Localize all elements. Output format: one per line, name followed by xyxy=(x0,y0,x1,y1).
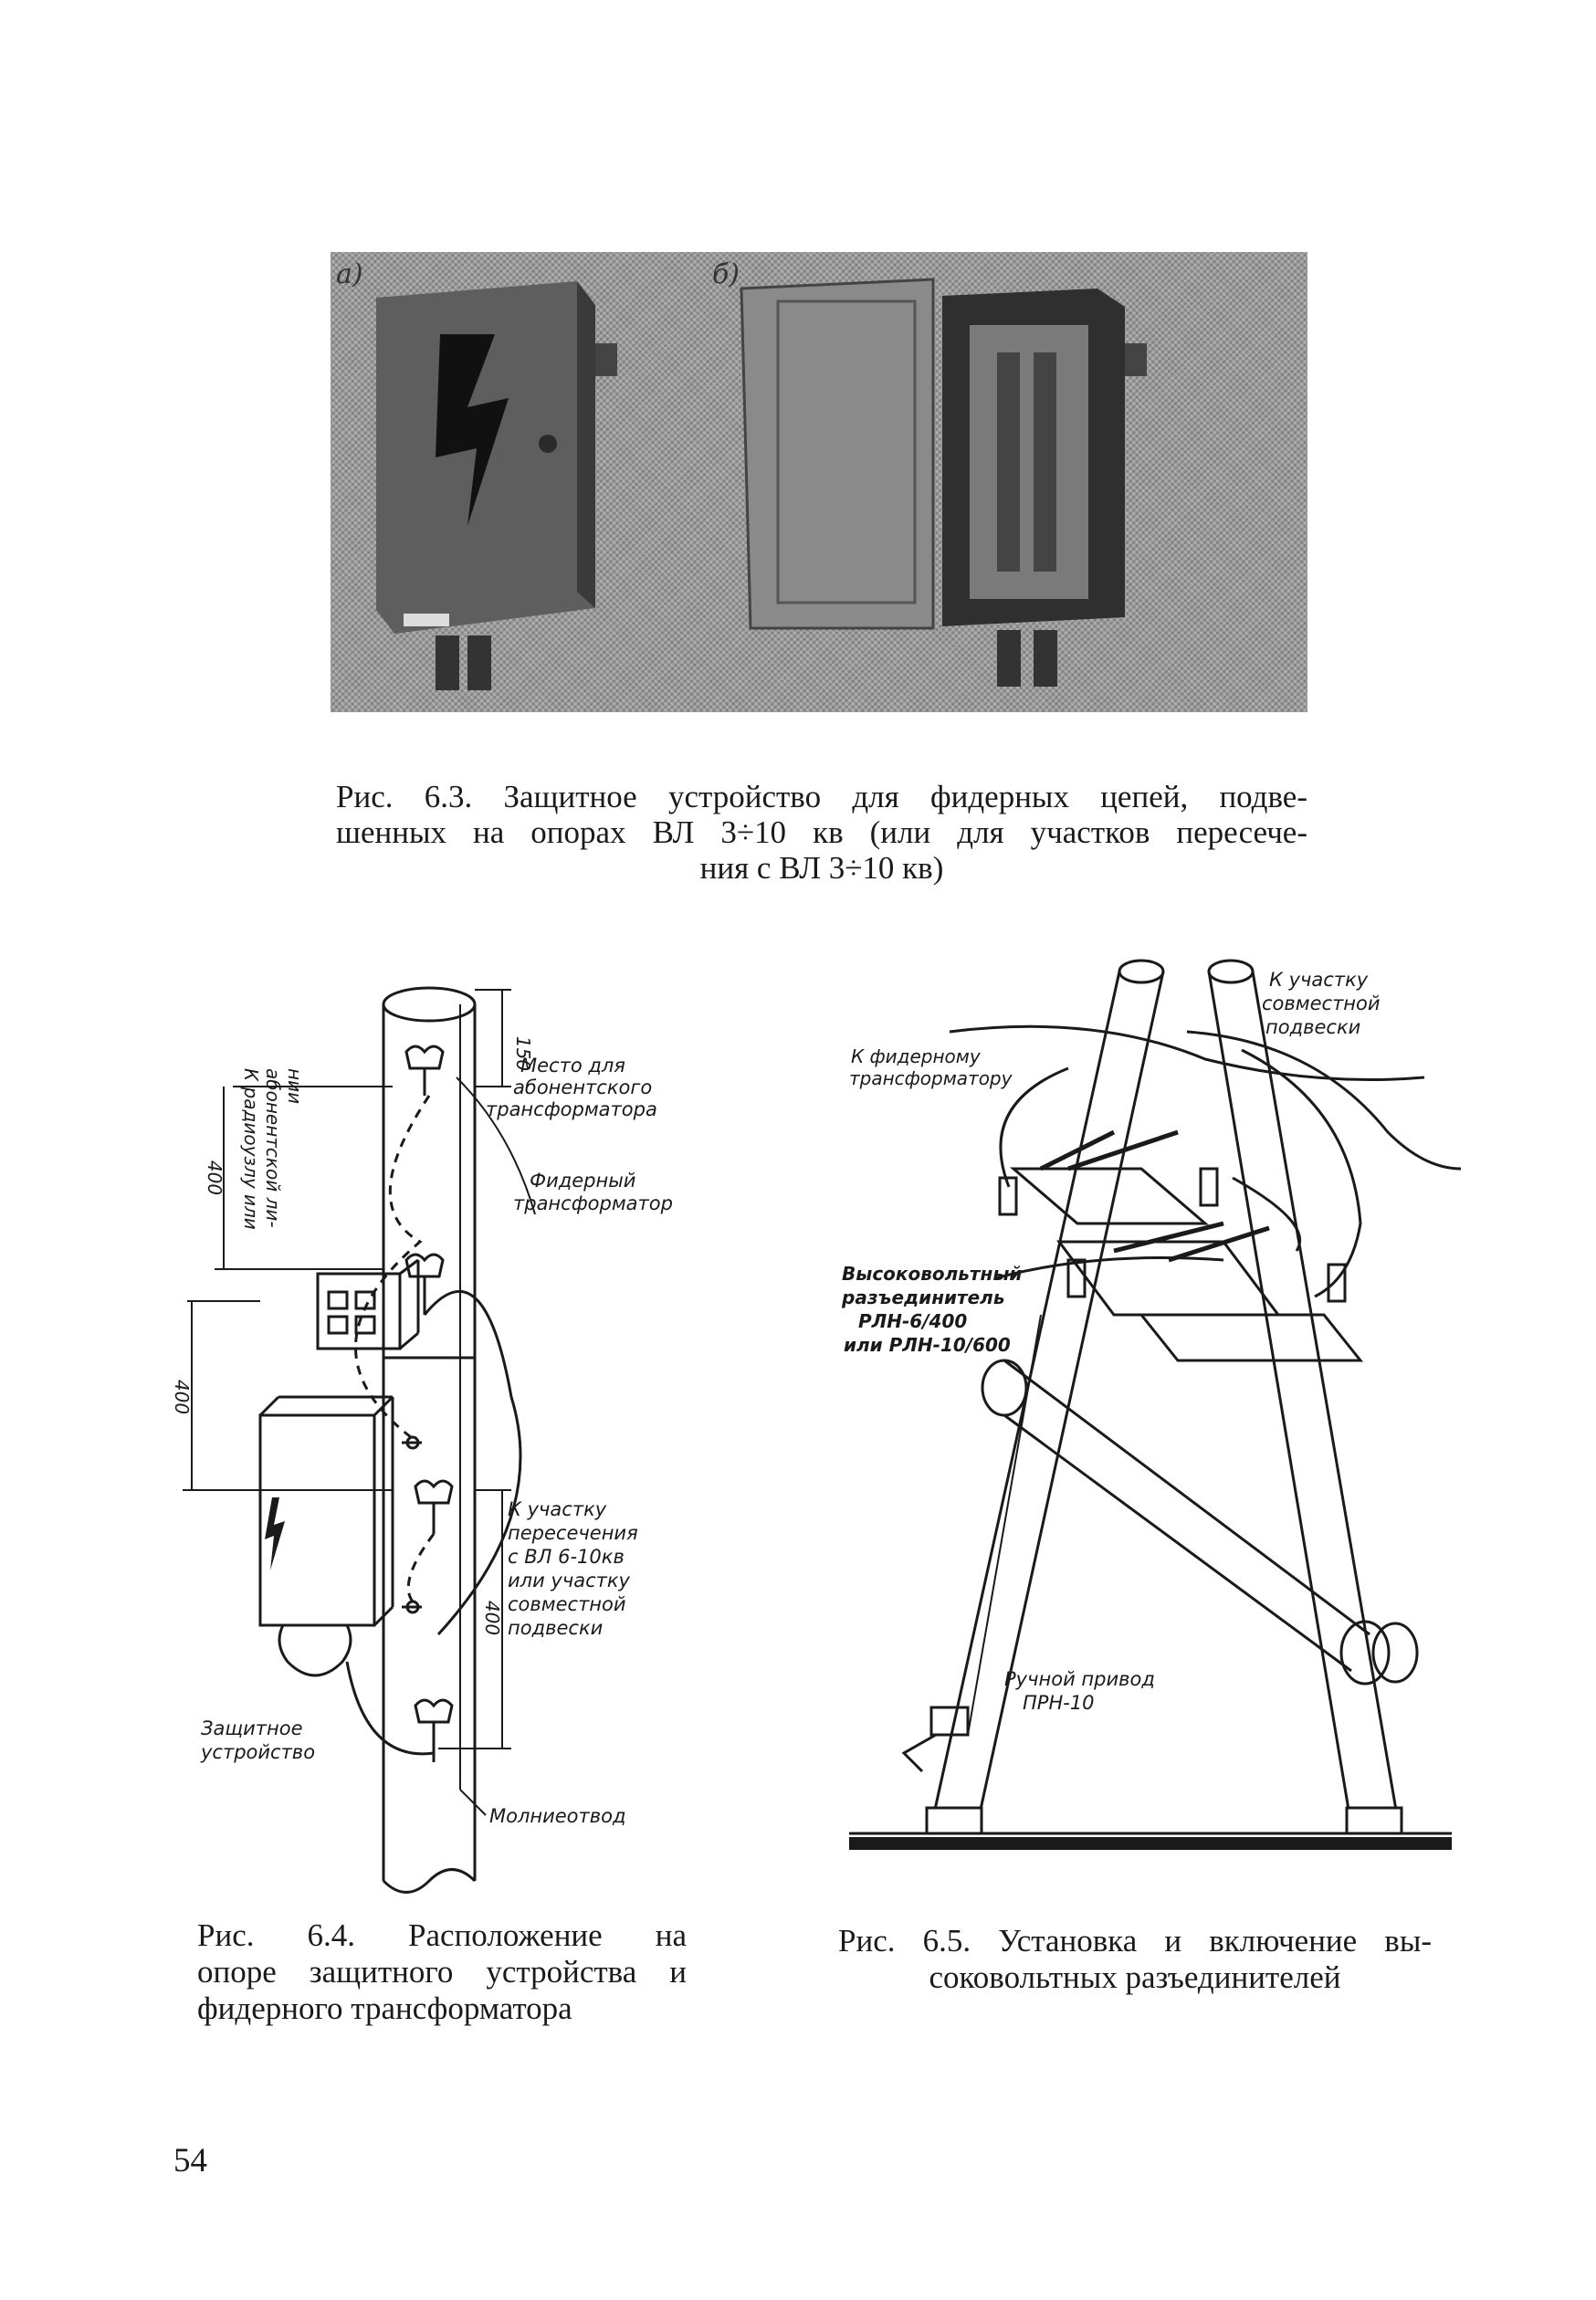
wire-dashed xyxy=(408,1534,434,1607)
feeder-label-line: трансформатору xyxy=(849,1067,1013,1089)
insulator xyxy=(415,1481,452,1534)
feeder-label-line: трансформатор xyxy=(513,1192,673,1214)
caption-line: ния с ВЛ 3÷10 кв) xyxy=(699,850,944,886)
feeder-label-line: Фидерный xyxy=(530,1170,636,1192)
page-number: 54 xyxy=(173,2142,207,2179)
caption-line: фидерного трансформатора xyxy=(197,1990,572,2026)
caption-line: соковольтных разъединителей xyxy=(929,1959,1341,1995)
drive-label-line: Ручной привод xyxy=(1004,1668,1155,1690)
caption-line: шенных на опорах ВЛ 3÷10 кв (или для участков пересече- xyxy=(336,814,1307,850)
crossing-label-line: подвески xyxy=(508,1617,604,1639)
figure-6-5-caption xyxy=(838,1923,1432,1996)
dimension-400: 400 xyxy=(481,1600,503,1636)
dimension-150: 150 xyxy=(512,1035,534,1072)
radio-label-line: нии xyxy=(284,1068,306,1105)
crossing-label-line: с ВЛ 6-10кв xyxy=(508,1546,625,1568)
pole-right xyxy=(1209,961,1399,1826)
dimension-400: 400 xyxy=(204,1160,226,1196)
dimension-lines xyxy=(183,990,511,1749)
place-label-line: трансформатора xyxy=(486,1098,657,1120)
figure-6-3-caption xyxy=(336,779,1307,886)
switch-label-line: или РЛН-10/600 xyxy=(844,1334,1011,1356)
switch-label-line: Высоковольтный xyxy=(842,1263,1023,1285)
crossing-label-line: пересечения xyxy=(508,1522,638,1544)
ground xyxy=(849,1833,1452,1850)
insulator xyxy=(1201,1169,1217,1205)
place-label-line: абонентского xyxy=(513,1076,653,1098)
crossing-label-line: К участку xyxy=(508,1498,607,1520)
leader-line xyxy=(460,1790,486,1815)
lightning-bolt-icon xyxy=(265,1497,285,1570)
radio-label-line: К радиоузлу или xyxy=(240,1068,262,1230)
panel-label-a: a) xyxy=(336,258,363,290)
protect-label-line: устройство xyxy=(201,1741,316,1763)
panel-label-b: б) xyxy=(712,258,740,290)
feeder-transformer xyxy=(318,1260,475,1358)
dimension-400: 400 xyxy=(171,1379,193,1415)
figure-6-4-caption xyxy=(197,1917,687,2027)
switch-platform xyxy=(1013,1132,1360,1360)
drive-label-line: ПРН-10 xyxy=(1023,1692,1095,1714)
open-protection-box xyxy=(741,279,1147,687)
caption-line: Рис. 6.3. Защитное устройство для фидерных цепей, подве- xyxy=(336,779,1307,814)
pole xyxy=(383,988,475,1893)
switch-label-line: РЛН-6/400 xyxy=(858,1310,968,1332)
protect-label-line: Защитное xyxy=(201,1717,303,1739)
lightning-rod-label: Молниеотвод xyxy=(489,1805,626,1827)
protection-device-box xyxy=(260,1397,422,1675)
insulator xyxy=(406,1046,443,1096)
figure-6-3-photo xyxy=(331,252,1307,712)
wire xyxy=(347,1662,434,1754)
wire xyxy=(995,1258,1223,1279)
feeder-label-line: К фидерному xyxy=(851,1045,981,1067)
figure-6-4-drawing xyxy=(171,968,730,1908)
crossing-label-line: или участку xyxy=(508,1570,630,1591)
caption-line: Рис. 6.5. Установка и включение вы- xyxy=(838,1923,1432,1959)
manual-drive xyxy=(904,1707,968,1771)
figure-6-4-labels xyxy=(171,1036,673,1827)
closed-protection-box xyxy=(376,281,617,690)
radio-label-line: абонентской ли- xyxy=(262,1068,284,1228)
wire xyxy=(425,1291,520,1634)
cross-brace xyxy=(982,1360,1417,1684)
joint-label-line: подвески xyxy=(1265,1016,1361,1038)
caption-line: Рис. 6.4. Расположение на xyxy=(197,1917,687,1953)
switch-label-line: разъединитель xyxy=(842,1287,1005,1308)
caption-line: опоре защитного устройства и xyxy=(197,1954,687,1990)
figure-6-5-drawing xyxy=(840,950,1461,1899)
joint-label-line: совместной xyxy=(1262,992,1381,1014)
joint-label-line: К участку xyxy=(1269,969,1369,991)
place-label-line: Место для xyxy=(520,1055,625,1076)
figure-6-5-labels xyxy=(841,969,1381,1714)
wire xyxy=(1187,1032,1461,1169)
crossing-label-line: совместной xyxy=(508,1593,626,1615)
